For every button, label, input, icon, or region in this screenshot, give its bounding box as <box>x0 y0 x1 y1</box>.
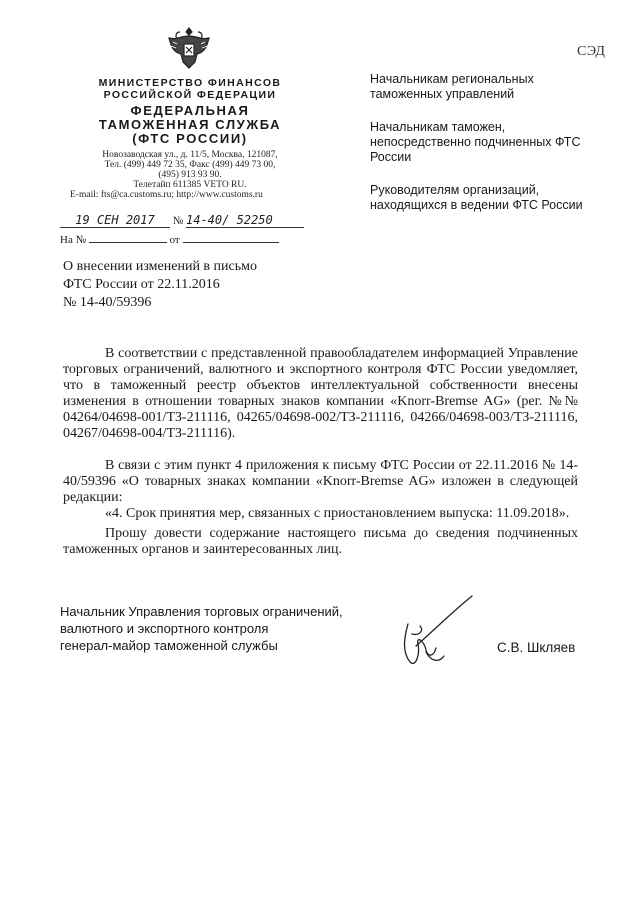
service-line: (ФТС РОССИИ) <box>132 131 248 146</box>
reply-number-blank <box>89 242 167 243</box>
recipient: Начальникам таможен, непосредственно подчиненных ФТС России <box>370 120 581 164</box>
body-paragraph: «4. Срок принятия мер, связанных с приостановлением выпуска: 11.09.2018». <box>105 506 570 521</box>
handwritten-signature-icon <box>390 594 490 672</box>
body-paragraph: Прошу довести содержание настоящего письма до сведения подчиненных таможенных органов и заинтересованных лиц. <box>63 526 578 557</box>
signatory-name: С.В. Шкляев <box>497 640 576 655</box>
position-line: генерал-майор таможенной службы <box>60 638 278 653</box>
ministry-name <box>70 77 310 101</box>
registration-number: 14-40/ 52250 <box>186 213 304 228</box>
body-paragraph: В связи с этим пункт 4 приложения к письму ФТС России от 22.11.2016 № 14-40/59396 «О товарных знаках компании «Knorr-Bremse AG» изложен в следующей редакции: <box>63 458 578 505</box>
service-line: ФЕДЕРАЛЬНАЯ <box>130 103 250 118</box>
coat-of-arms-icon <box>163 22 215 74</box>
subject-line: № 14-40/59396 <box>63 295 152 310</box>
reply-from-label: от <box>169 234 180 246</box>
body-paragraph: В соответствии с представленной правообладателем информацией Управление торговых ограничений, валютного и экспортного контроля ФТС России уведомляет, что в таможенный реестр объектов интеллектуальной собственности внесены изменения в отношении товарных знаков компании «Knorr-Bremse AG» (рег. №№ 04264/04698-001/ТЗ-211116, 04265/04698-002/ТЗ-211116, 04266/04698-003/ТЗ-211116, 04267/04698-004/ТЗ-211116). <box>63 346 578 441</box>
contact-block <box>70 150 310 200</box>
contact-line: (495) 913 93 90. <box>158 170 222 180</box>
service-line: ТАМОЖЕННАЯ СЛУЖБА <box>98 117 282 132</box>
contact-line: Новозаводская ул., д. 11/5, Москва, 121087, <box>102 150 278 160</box>
ministry-line: МИНИСТЕРСТВО ФИНАНСОВ <box>98 77 282 89</box>
reply-date-blank <box>183 242 279 243</box>
contact-line: Тел. (499) 449 72 35, Факс (499) 449 73 00, <box>104 160 276 170</box>
subject <box>63 258 323 312</box>
recipient: Начальникам региональных таможенных управлений <box>370 72 534 101</box>
recipient: Руководителям организаций, находящихся в ведении ФТС России <box>370 183 583 212</box>
sed-mark: СЭД <box>577 44 606 59</box>
registration-line <box>60 213 315 231</box>
reply-line <box>60 234 315 252</box>
subject-line: О внесении изменений в письмо <box>63 259 257 274</box>
signatory-position <box>60 603 343 654</box>
service-name <box>70 104 310 146</box>
position-line: Начальник Управления торговых ограничений, <box>60 604 343 619</box>
ministry-line: РОССИЙСКОЙ ФЕДЕРАЦИИ <box>103 89 277 101</box>
position-line: валютного и экспортного контроля <box>60 621 269 636</box>
number-label: № <box>172 215 184 227</box>
contact-line: E-mail: fts@ca.customs.ru; http://www.customs.ru <box>70 190 263 200</box>
subject-line: ФТС России от 22.11.2016 <box>63 277 220 292</box>
registration-date: 19 СЕН 2017 <box>60 213 170 228</box>
contact-line: Телетайп 611385 VETO RU. <box>133 180 247 190</box>
reply-label: На № <box>60 234 87 246</box>
